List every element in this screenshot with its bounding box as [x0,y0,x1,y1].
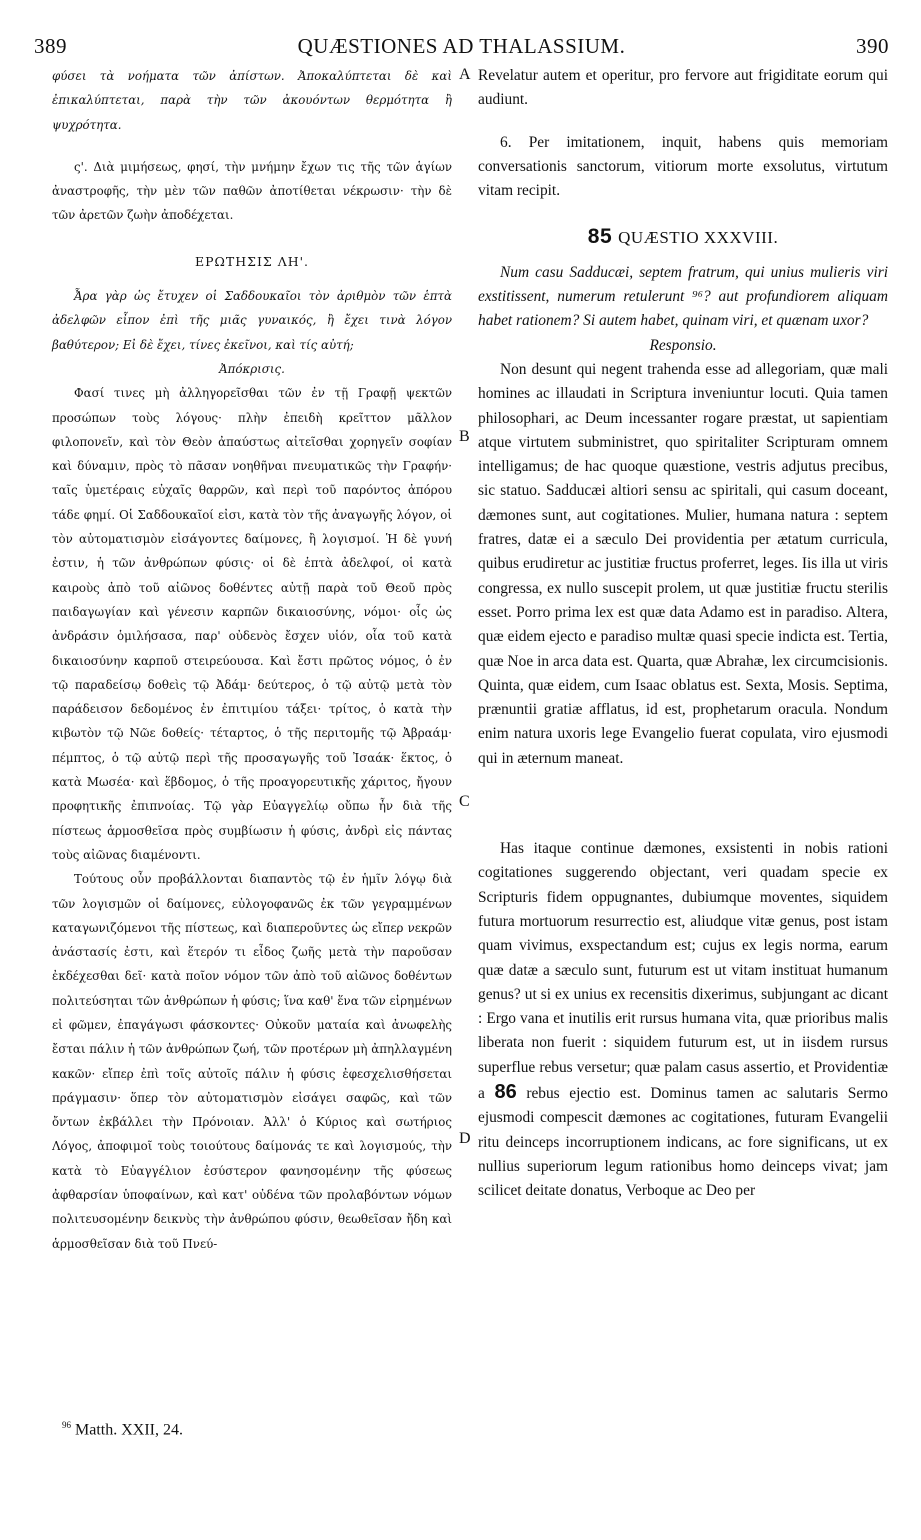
latin-paragraph-1: Revelatur autem et operitur, pro fervore aut frigiditate eorum qui audiunt. [478,67,888,109]
latin-paragraph-4-cont: rebus ejectio est. Dominus tamen ac salutaris Sermo ejusmodi compescit dæmones ac cogitationes, futuram Evangelii ritu deinceps incorruptionem indicans, ac fore significans, ut ex nullius superiorum legum rationibus homo deinceps vivat; jam scilicet deitate donatus, Verboque ac Deo per [478,1084,888,1200]
margin-marker-d: D [459,1130,471,1147]
greek-paragraph-4: Τούτους οὖν προβάλλονται διαπαντὸς τῷ ἐν ἡμῖν λόγῳ διὰ τῶν λογισμῶν οἱ δαίμονες, εὐλογοφανῶς ἐκ τῶν γεγραμμένων καταγωνιζόμενοι τῆς πίστεως, καὶ διαπεροῦντες ὡς εἴπερ νεκρῶν ἀνάστασίς ἐστι, καὶ ἕτερόν τι εἶδος ζωῆς μετὰ τὴν παροῦσαν ἐκδέχεσθαι δεῖ· κατὰ ποῖον νόμον τῶν ἀπὸ τοῦ αἰῶνος δοθέντων πολιτεύσηται τῶν ἀνθρώπων ἡ φύσις; ἵνα καθ' ἕνα τῶν εἰρημένων εἰ φῶμεν, ἐπαγάγωσι φάσκοντες· Οὐκοῦν ματαία καὶ ἀνωφελὴς ἔσται πάλιν ἡ τῶν ἀνθρώπων ζωή, τῶν προτέρων μὴ ἀπηλλαγμένη κακῶν· εἴπερ ἐπὶ τοῖς αὐτοῖς πάλιν ἡ φύσις ἐφεσχελισθήσεται πράγμασιν· ὅπερ τὸν αὐτοματισμὸν εἰσάγει σαφῶς, καὶ τῶν ὄντων ἐκβάλλει τὴν Πρόνοιαν. Ἀλλ' ὁ Κύριος καὶ σωτήριος Λόγος, ἀποφιμοῖ τοὺς τοιούτους δαίμονάς τε καὶ λογισμούς, τὴν κατὰ τὸ Εὐαγγέλιον ἐσύστερον φανησομένην τῆς φύσεως ἀφθαρσίαν ὑποφαίνων, καὶ κατ' οὐδένα τῶν προλαβόντων νόμων πολιτευσομένην δεικνὺς τὴν ἀνθρώπου φύσιν, θεωθεῖσαν ἤδη καὶ ἁρμοσθεῖσαν διὰ τοῦ Πνεύ- [52,872,452,1251]
greek-column [52,64,452,1256]
column-number-86: 86 [494,1080,517,1103]
greek-response-label: Ἀπόκρισις. [219,361,285,376]
page-number-right: 390 [856,34,889,58]
greek-paragraph-1: φύσει τὰ νοήματα τῶν ἀπίστων. Ἀποκαλύπτεται δὲ καὶ ἐπικαλύπτεται, παρὰ τὴν τῶν ἀκουόντων θερμότητα ἢ ψυχρότητα. [52,69,452,132]
footnote [62,1420,183,1439]
greek-paragraph-2: ς'. Διὰ μιμήσεως, φησί, τὴν μνήμην ἔχων τις τῆς τῶν ἁγίων ἀναστροφῆς, τὴν μὲν τῶν παθῶν ἀποτίθεται νέκρωσιν· τὴν δὲ τῶν ἀρετῶν ζωὴν ἀποδέχεται. [52,159,452,223]
column-number-85: 85 [587,225,613,249]
greek-paragraph-3: Φασί τινες μὴ ἀλληγορεῖσθαι τῶν ἐν τῇ Γραφῇ ψεκτῶν προσώπων τοὺς λόγους· πλὴν ἐπειδὴ κρεῖττον μᾶλλον φιλοπονεῖν, καὶ τὸν Θεὸν ἀπαύστως αἰτεῖσθαι χορηγεῖν σοφίαν καὶ δύναμιν, πρὸς τὸ πᾶσαν νοηθῆναι πνευματικῶς τὴν Γραφήν· ταῖς ὑμετέραις εὐχαῖς θαρρῶν, καὶ περὶ τοῦ παρόντος ἀπόρου τάδε φημί. Οἱ Σαδδουκαῖοί εἰσι, κατὰ τὸν τῆς ἀναγωγῆς λόγον, οἱ τὸν αὐτοματισμὸν εἰσάγοντες δαίμονες, ἢ λογισμοί. Ἡ δὲ γυνή ἐστιν, ἡ τῶν ἀνθρώπων φύσις· οἱ δὲ ἑπτὰ ἀδελφοί, οἱ κατὰ καιροὺς ἀπὸ τοῦ αἰῶνος δοθέντες αὐτῇ παρὰ τοῦ Θεοῦ πρὸς παιδαγωγίαν καὶ γένεσιν καρπῶν δικαιοσύνης, νόμοι· οἷς ὡς ἀνδράσιν ὁμιλήσασα, παρ' οὐδενὸς ἔσχεν υἱόν, οἷα τοῦ κατὰ δικαιοσύνην καρποῦ στειρεύουσα. Καὶ ἔστι πρῶτος νόμος, ὁ ἐν τῷ παραδείσῳ δοθεὶς τῷ Ἀδάμ· δεύτερος, ὁ τῷ αὐτῷ μετὰ τὸν παράδεισον δεδομένος ἐν ἐπιτιμίου τάξει· τρίτος, ὁ κατὰ τὴν κιβωτὸν τῷ Νῶε δοθείς· τέταρτος, ὁ τῆς περιτομῆς τῷ Ἀβραάμ· πέμπτος, ὁ τῷ αὐτῷ περὶ τῆς προσαγωγῆς τοῦ Ἰσαάκ· ἕκτος, ὁ κατὰ Μωσέα· καὶ ἕβδομος, ὁ τῆς προαγορευτικῆς χάριτος, ἤγουν προφητικῆς ἐπιπνοίας. Τῷ γὰρ Εὐαγγελίῳ οὔπω ἦν διὰ τῆς πίστεως ἁρμοσθεῖσα πρὸς συμβίωσιν ἡ φύσις, ἀνδρὶ εἰς πάντας τοὺς αἰῶνας διαμένοντι. [52,386,452,862]
latin-paragraph-2: 6. Per imitationem, inquit, habens quis memoriam conversationis sanctorum, vitiorum morte exsolutus, virtutum vitam recipit. [478,133,888,200]
latin-question-title: QUÆSTIO XXXVIII. [618,228,779,248]
greek-question-heading: ΕΡΩΤΗΣΙΣ ΛΗ'. [194,253,310,269]
footnote-text: Matth. XXII, 24. [75,1421,183,1439]
running-header [34,34,889,60]
latin-paragraph-3: Non desunt qui negent trahenda esse ad allegoriam, quæ mali homines ac illaudati in Scriptura inveniuntur locuti. Quia tamen philosophari, ac Deum incessanter rogare præstat, ut sapientiam atque virtutem subministret, quo spiritaliter Scripturam omnem intelligamus; de hac quoque quæstione, vestris adjutus precibus, sic statuo. Sadducæi altiori sensu ac spiritali, qui casum doceant, dæmones sunt, aut cogitationes. Mulier, humana natura : septem fratres, datæ ei a sæculo Dei providentia per ætatum curricula, quibus erudiretur ac justitiæ fructus proferret, leges. Iis illa ut viris congressa, ex nullo suscepit prolem, ut quæ justitiæ fructu sterilis esset. Porro prima lex est quæ data Adamo est in paradiso. Altera, quæ eidem ejecto e paradiso multæ quasi specie indicta est. Tertia, quæ Noe in arca data est. Quarta, quæ Abrahæ, lex circumcisionis. Quinta, quæ eidem, cum Isaac oblatus est. Sexta, Mosis. Septima, prænuntii gratiæ afflatus, id est, prophetarum oracula. Nondum enim natura uxoris lege Evangelio fuerat copulata, viro ejusmodi qui in æternum maneat. [478,360,888,767]
footnote-mark: 96 [62,1420,71,1430]
margin-marker-b: B [459,428,470,445]
latin-response-label: Responsio. [649,336,717,354]
latin-question-heading [478,225,888,250]
latin-question-text: Num casu Sadducæi, septem fratrum, qui unius mulieris viri exstitissent, numerum retulerunt ⁹⁶? aut profundiorem aliquam habet rationem? Si autem habet, quinam viri, et quænam uxor? [478,263,888,330]
page-number-left: 389 [34,34,67,58]
greek-question-text: Ἆρα γὰρ ὡς ἔτυχεν οἱ Σαδδουκαῖοι τὸν ἀριθμὸν τῶν ἑπτὰ ἀδελφῶν εἶπον ἐπὶ τῆς μιᾶς γυναικός, ἢ ἔχει τινὰ λόγον βαθύτερον; Εἰ δὲ ἔχει, τίνες ἐκεῖνοι, καὶ τίς αὐτή; [52,289,452,352]
latin-column [478,64,888,1203]
margin-marker-c: C [459,793,470,810]
latin-paragraph-4-text: Has itaque continue dæmones, exsistenti in nobis rationi cogitationes suggerendo objectant, veri quadam specie ex Scripturis fidem oppugnantes, dubiumque moventes, siquidem futura mortuorum resurrectio est, aliudque vitæ genus, post istam quam vivimus, exspectandum est; cujus ex legis norma, earum quæ datæ a sæculo sunt, futurum est ut vitam instituat humanum genus? ut si ex unius ex recensitis dixerimus, subjungant ac dicant : Ergo vana et inutilis erit rursus humana vita, quæ prioribus malis liberata non fuerit : siquidem futurum est, ut in iisdem rursus superflue rebus versetur; quæ palam casus assertio, et Providentiæ a [478,840,888,1102]
margin-marker-a: A [459,66,471,83]
latin-paragraph-4 [478,837,888,1203]
running-title: QUÆSTIONES AD THALASSIUM. [297,34,626,58]
